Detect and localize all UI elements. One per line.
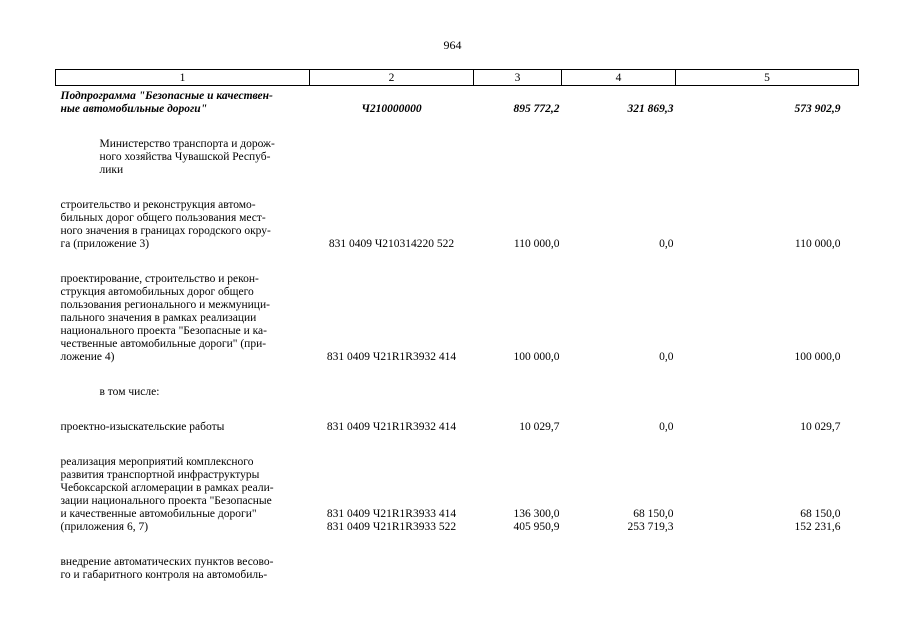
page-number: 964 <box>443 38 462 52</box>
column-header-2: 2 <box>310 70 474 86</box>
row-value-5: 68 150,0 152 231,6 <box>794 508 841 533</box>
row-value-4: 68 150,0 253 719,3 <box>627 508 674 533</box>
ministry-row <box>56 138 859 177</box>
subprogram-value-4: 321 869,3 <box>627 103 674 115</box>
budget-table <box>55 69 859 582</box>
row-value-4: 0,0 <box>659 238 674 250</box>
row-name: проектно-изыскательские работы <box>60 421 225 433</box>
column-header-5: 5 <box>676 70 859 86</box>
subprogram-name: Подпрограмма "Безопасные и качествен- ные автомобильные дороги" <box>60 90 273 115</box>
row-value-4: 0,0 <box>659 351 674 363</box>
table-row <box>56 273 859 364</box>
row-name: строительство и реконструкция автомо- бильных дорог общего пользования мест- ного значения в границах городского окру- га (приложение 3) <box>60 199 271 250</box>
row-code: 831 0409 Ч21R1R3933 414 831 0409 Ч21R1R3933 522 <box>326 508 457 533</box>
column-header-4: 4 <box>562 70 676 86</box>
row-code: 831 0409 Ч210314220 522 <box>328 238 455 250</box>
subprogram-row <box>56 86 859 117</box>
ministry-name: Министерство транспорта и дорож- ного хозяйства Чувашской Респуб- лики <box>99 138 275 176</box>
subprogram-code: Ч210000000 <box>361 103 422 115</box>
row-value-3: 100 000,0 <box>513 351 560 363</box>
row-name: проектирование, строительство и рекон- струкция автомобильных дорог общего пользования регионального и межмуници- пального значения в рамках реализации национального проекта "Безопасные и ка- чественные автомобильные дороги" (при- ложение 4) <box>60 273 270 363</box>
row-value-5: 10 029,7 <box>800 421 841 433</box>
row-value-3: 10 029,7 <box>519 421 560 433</box>
row-code: 831 0409 Ч21R1R3932 414 <box>326 421 457 433</box>
row-code: 831 0409 Ч21R1R3932 414 <box>326 351 457 363</box>
including-row <box>56 386 859 399</box>
column-header-1: 1 <box>56 70 310 86</box>
row-value-5: 100 000,0 <box>794 351 841 363</box>
subprogram-total: 895 772,2 <box>513 103 560 115</box>
table-row <box>56 199 859 251</box>
row-value-5: 110 000,0 <box>794 238 841 250</box>
table-row <box>56 556 859 582</box>
column-header-3: 3 <box>474 70 562 86</box>
including-label: в том числе: <box>99 386 160 398</box>
row-name: внедрение автоматических пунктов весово- го и габаритного контроля на автомобиль- <box>60 556 274 581</box>
row-value-3: 136 300,0 405 950,9 <box>513 508 560 533</box>
row-value-4: 0,0 <box>659 421 674 433</box>
subprogram-value-5: 573 902,9 <box>794 103 841 115</box>
row-name: реализация мероприятий комплексного развития транспортной инфраструктуры Чебоксарской агломерации в рамках реали- зации национального проекта "Безопасные и качественные автомобильные дороги" (приложения 6, 7) <box>60 456 274 533</box>
row-value-3: 110 000,0 <box>513 238 560 250</box>
table-header-row <box>56 70 859 86</box>
table-row <box>56 456 859 534</box>
table-row <box>56 421 859 434</box>
